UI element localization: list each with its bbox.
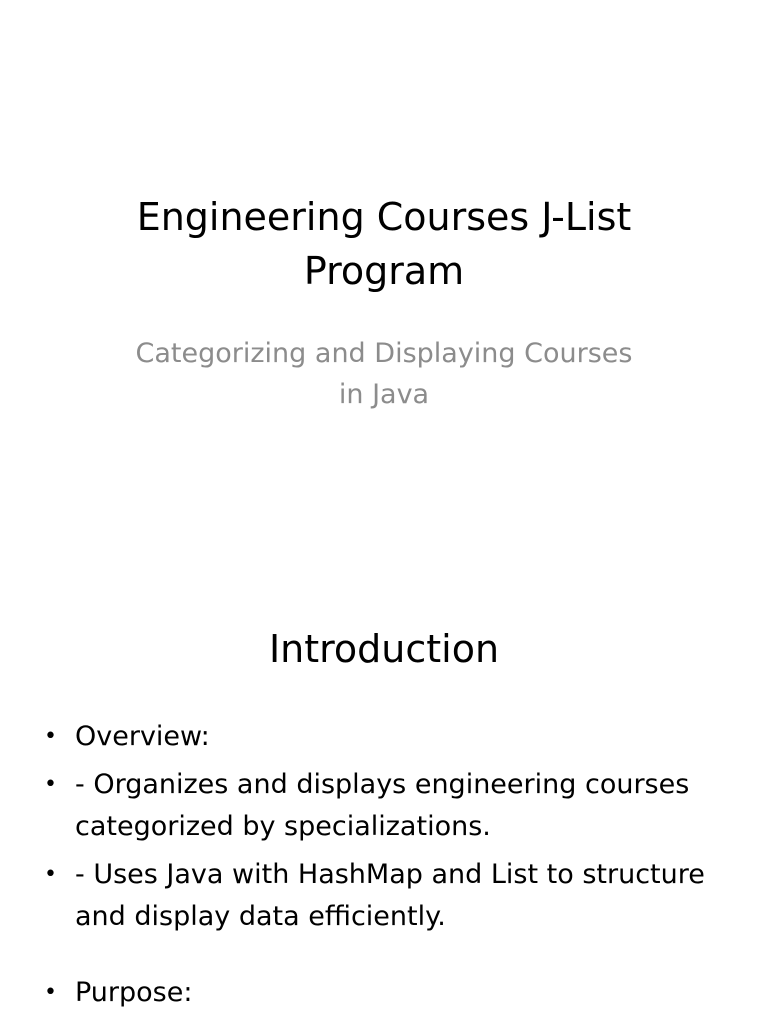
bullet-text: Overview: [75,721,210,752]
bullet-text: - Organizes and displays engineering courses categorized by specializations. [75,769,690,842]
bullet-icon: • [44,724,57,749]
bullet-text: - Uses Java with HashMap and List to structure and display data efficiently. [75,859,705,932]
slide-title: Introduction [268,627,500,671]
introduction-slide [0,576,768,1024]
bullet-text: Purpose: [75,977,193,1008]
bullet-item [0,854,768,938]
bullet-icon: • [44,772,57,797]
slide-title: Engineering Courses J-List Program [136,195,632,293]
bullet-item [0,972,768,1014]
bullet-icon: • [44,980,57,1005]
bullet-item [0,716,768,758]
bullet-icon: • [44,862,57,887]
bullet-list [0,716,768,1020]
slide-subtitle: Categorizing and Displaying Courses in Java [135,338,633,410]
bullet-item [0,764,768,848]
